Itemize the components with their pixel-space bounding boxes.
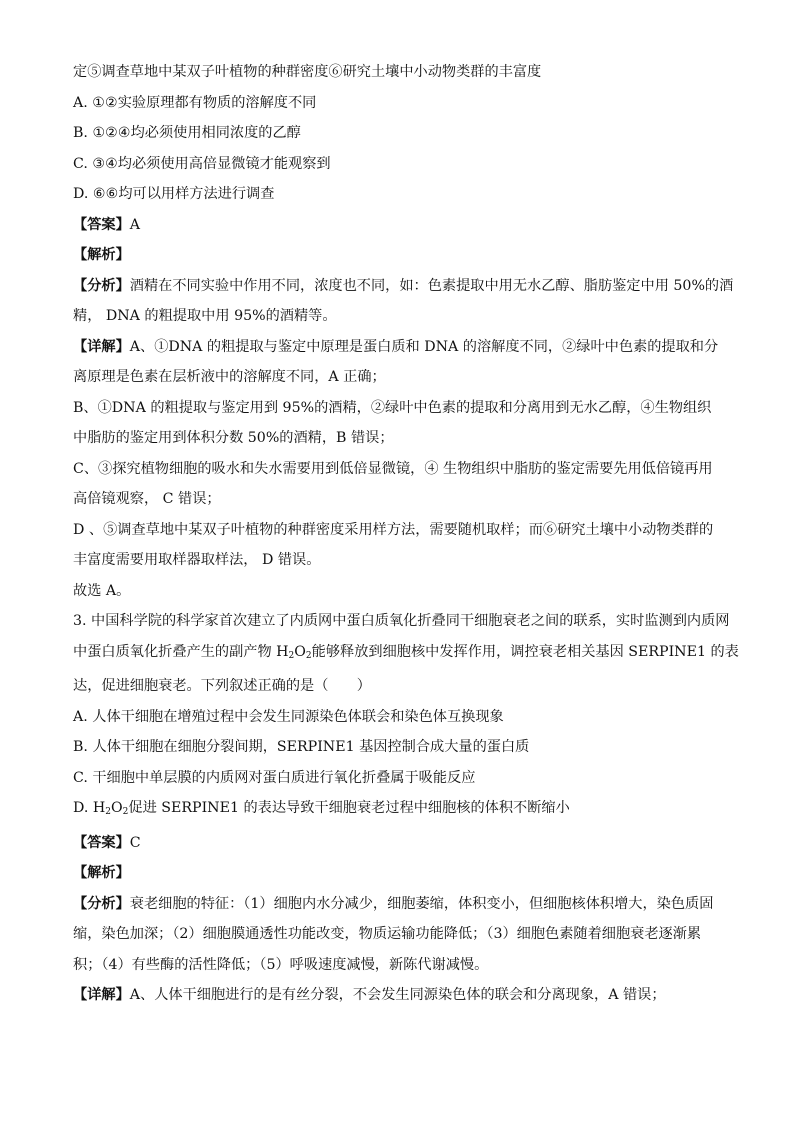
q2-option-d: D. ⑥⑥均可以用样方法进行调查 xyxy=(73,186,275,202)
q2-xiangjie-line-6: 高倍镜观察， C 错误； xyxy=(73,491,221,507)
q3-stem-line-1: 3. 中国科学院的科学家首次建立了内质网中蛋白质氧化折叠同干细胞衰老之间的联系，实时监测到内质网 xyxy=(73,613,730,629)
xiangjie-tag: 【详解】 xyxy=(73,987,130,1003)
q3-option-c: C. 干细胞中单层膜的内质网对蛋白质进行氧化折叠属于吸能反应 xyxy=(73,769,476,786)
q3-fenxi-line-3: 积；（4）有些酶的活性降低；（5）呼吸速度减慢，新陈代谢减慢。 xyxy=(73,956,489,973)
q3-answer xyxy=(73,833,723,854)
q2-option-a: A. ①②实验原理都有物质的溶解度不同 xyxy=(73,94,317,111)
q2-xiangjie-line-8: 丰富度需要用取样器取样法， D 错误。 xyxy=(73,552,321,568)
formula-o: O xyxy=(111,800,123,816)
q2-xiangjie-line-5: C、③探究植物细胞的吸水和失水需要用到低倍显微镜，④ 生物组织中脂肪的鉴定需要先用低倍镜再用 xyxy=(73,460,713,477)
answer-value: A xyxy=(129,216,141,233)
q2-xiangjie-line-7: D 、⑤调查草地中某双子叶植物的种群密度采用样方法，需要随机取样；而⑥研究土壤中小动物类群的 xyxy=(73,521,714,538)
xiangjie-text: A、人体干细胞进行的是有丝分裂，不会发生同源染色体的联会和分离现象，A 错误； xyxy=(129,987,666,1003)
subscript: 2 xyxy=(305,650,312,661)
subscript: 2 xyxy=(105,807,111,817)
q2-jiexi xyxy=(73,245,723,266)
q2-xiangjie-line-3: B、①DNA 的粗提取与鉴定用到 95%的酒精，②绿叶中色素的提取和分离用到无水乙醇，④生物组织 xyxy=(73,399,712,416)
fenxi-text: 衰老细胞的特征：（1）细胞内水分减少，细胞萎缩，体积变小，但细胞核体积增大，染色质固 xyxy=(129,895,714,912)
q3-option-b: B. 人体干细胞在细胞分裂间期，SERPINE1 基因控制合成大量的蛋白质 xyxy=(73,739,530,755)
q2-option-b: B. ①②④均必须使用相同浓度的乙醇 xyxy=(73,125,301,141)
q3-fenxi-line-1 xyxy=(73,894,723,915)
q2-conclusion: 故选 A。 xyxy=(73,582,131,599)
q3-xiangjie-line-1 xyxy=(73,985,723,1006)
answer-tag: 【答案】 xyxy=(73,216,130,233)
xiangjie-text: A、①DNA 的粗提取与鉴定中原理是蛋白质和 DNA 的溶解度不同，②绿叶中色素的提取和分 xyxy=(129,338,719,355)
subscript: 2 xyxy=(288,650,295,661)
xiangjie-tag: 【详解】 xyxy=(73,338,130,355)
fenxi-tag: 【分析】 xyxy=(73,895,130,912)
option-text: 促进 SERPINE1 的表达导致干细胞衰老过程中细胞核的体积不断缩小 xyxy=(128,800,570,816)
q2-xiangjie-line-1 xyxy=(73,337,723,358)
document-page xyxy=(73,62,739,1006)
jiexi-tag: 【解析】 xyxy=(73,247,130,263)
q3-stem-line-2 xyxy=(73,642,739,667)
q2-stem-tail: 定⑤调查草地中某双子叶植物的种群密度⑥研究土壤中小动物类群的丰富度 xyxy=(73,64,542,80)
q3-stem-line-3: 达，促进细胞衰老。下列叙述正确的是（ ） xyxy=(73,678,371,694)
fenxi-text: 酒精在不同实验中作用不同，浓度也不同，如：色素提取中用无水乙醇、脂肪鉴定中用 50%的酒 xyxy=(129,277,734,294)
answer-tag: 【答案】 xyxy=(73,834,130,851)
q3-option-d xyxy=(73,798,723,823)
q3-jiexi xyxy=(73,863,723,884)
q2-answer xyxy=(73,215,723,236)
q2-fenxi-line-2: 精， DNA 的粗提取中用 95%的酒精等。 xyxy=(73,308,337,324)
fenxi-tag: 【分析】 xyxy=(73,277,130,294)
q2-xiangjie-line-4: 中脂肪的鉴定用到体积分数 50%的酒精，B 错误； xyxy=(73,430,394,446)
q2-fenxi-line-1 xyxy=(73,276,734,297)
q3-fenxi-line-2: 缩，染色加深；（2）细胞膜通透性功能改变，物质运输功能降低；（3）细胞色素随着细胞衰老逐渐累 xyxy=(73,926,702,942)
q3-option-a: A. 人体干细胞在增殖过程中会发生同源染色体联会和染色体互换现象 xyxy=(73,708,504,725)
formula-o: O xyxy=(294,643,306,660)
stem-text: 中蛋白质氧化折叠产生的副产物 H xyxy=(73,643,289,660)
q2-option-c: C. ③④均必须使用高倍显微镜才能观察到 xyxy=(73,155,331,172)
q2-xiangjie-line-2: 离原理是色素在层析液中的溶解度不同，A 正确； xyxy=(73,369,386,385)
option-text: D. H xyxy=(73,800,106,816)
subscript: 2 xyxy=(122,807,129,817)
stem-text: 能够释放到细胞核中发挥作用，调控衰老相关基因 SERPINE1 的表 xyxy=(311,643,739,660)
jiexi-tag: 【解析】 xyxy=(73,865,130,881)
answer-value: C xyxy=(129,834,141,851)
